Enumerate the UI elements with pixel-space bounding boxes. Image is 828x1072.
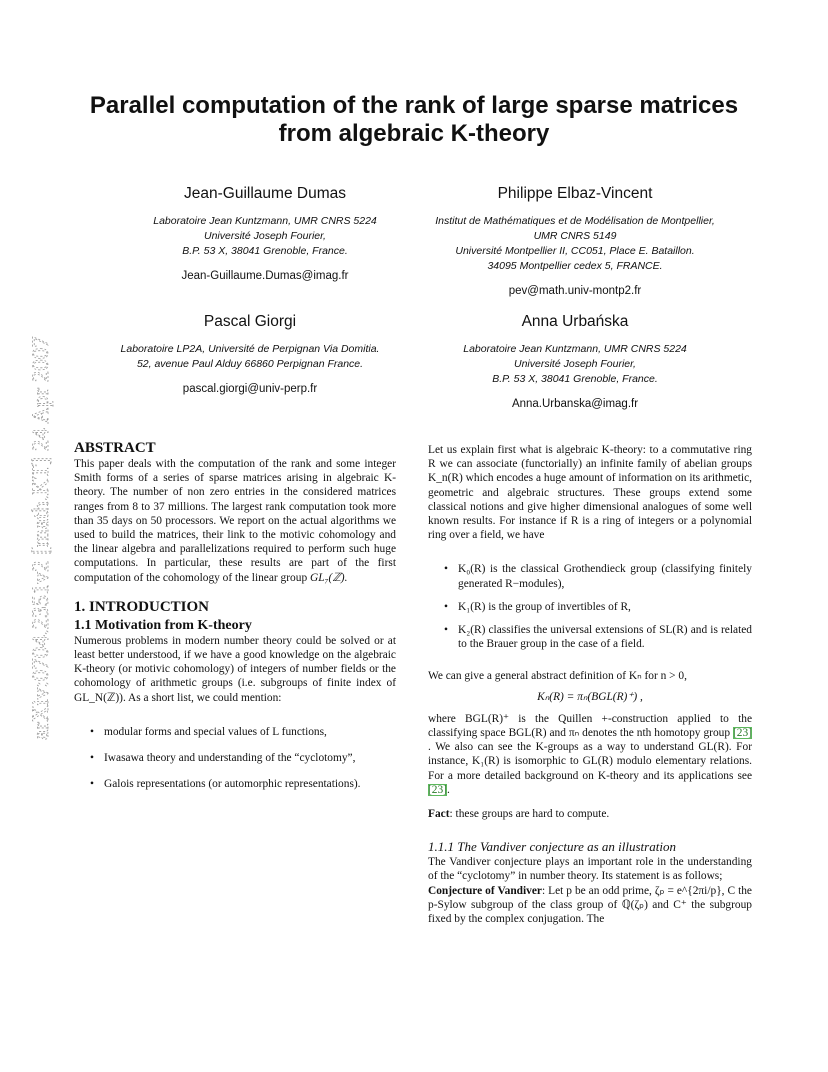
arxiv-stamp [8, 240, 60, 740]
author-block-1 [100, 184, 430, 284]
author-name: Philippe Elbaz-Vincent [497, 185, 653, 202]
aff-line: Institut de Mathématiques et de Modélisation de Montpellier, [435, 215, 715, 227]
text-span: . [446, 783, 450, 796]
aff-line: B.P. 53 X, 38041 Grenoble, France. [492, 373, 658, 385]
author-block-2 [410, 184, 740, 299]
paper-title [60, 92, 768, 148]
subsubsection-heading: 1.1.1 The Vandiver conjecture as an illustration [428, 839, 676, 855]
definition-paragraph: We can give a general abstract definition of Kₙ for n > 0, [428, 670, 687, 683]
list-item: • K₀(R) is the classical Grothendieck group (classifying finitely generated R−modules), [428, 562, 752, 590]
author-email[interactable]: pev@math.univ-montp2.fr [508, 285, 642, 297]
author-affiliation [100, 214, 430, 259]
conjecture-label: Conjecture of Vandiver [428, 884, 542, 897]
text-span: . We also can see the K-groups as a way to understand GL(R). For instance, K₁(R) is isomorphic to GL(R) modulo elementary relations. For a more detailed background on K-theory and its applications see [428, 741, 752, 782]
list-item: • K₂(R) classifies the universal extensions of SL(R) and is related to the Brauer group in the case of a field. [428, 623, 752, 651]
author-name: Anna Urbańska [521, 313, 629, 330]
homotopy-paragraph [428, 712, 752, 797]
conjecture-paragraph [428, 884, 752, 927]
list-item: • modular forms and special values of L functions, [74, 725, 396, 739]
author-email[interactable]: pascal.giorgi@univ-perp.fr [182, 383, 318, 395]
aff-line: B.P. 53 X, 38041 Grenoble, France. [182, 245, 348, 257]
section-heading: 1. INTRODUCTION [74, 598, 210, 615]
arxiv-id: arXiv:0704.2351v2 [math.KT] 24 Apr 2007 [28, 336, 53, 740]
aff-line: Laboratoire LP2A, Université de Perpignan Via Domitia. [120, 343, 380, 355]
right-column [428, 443, 752, 926]
abstract-end: GL₇(ℤ). [310, 571, 348, 584]
aff-line: Laboratoire Jean Kuntzmann, UMR CNRS 5224 [463, 343, 687, 355]
author-name: Pascal Giorgi [203, 313, 297, 330]
aff-line: Université Montpellier II, CC051, Place E. Bataillon. [455, 245, 695, 257]
aff-line: Université Joseph Fourier, [514, 358, 636, 370]
k-theory-paragraph: Let us explain first what is algebraic K-theory: to a commutative ring R we can associate (functorially) an infinite family of abelian groups K_n(R) which encodes a huge amount of information on its arithmetic, geometric and algebraic structures. These groups extend some classical notions and give higher dimensional analogues of some well known results. For instance if R is a ring of integers or a polynomial ring over a field, we have [428, 444, 752, 542]
abstract-text [74, 457, 396, 585]
intro-list [74, 725, 396, 792]
list-item: • K₁(R) is the group of invertibles of R, [428, 600, 752, 614]
title-line-2: from algebraic K-theory [278, 120, 550, 147]
citation-link[interactable]: [23] [428, 783, 447, 796]
fact-paragraph [428, 807, 752, 821]
abstract-heading: ABSTRACT [74, 440, 156, 456]
text-span: where BGL(R)⁺ is the Quillen +-construction applied to the classifying space BGL(R) and πₙ denotes the nth homotopy group [428, 712, 752, 740]
citation-link[interactable]: [23] [733, 727, 752, 740]
author-affiliation [410, 342, 740, 387]
subsection-heading: 1.1 Motivation from K-theory [74, 617, 252, 633]
left-column [74, 440, 396, 791]
equation: Kₙ(R) = πₙ(BGL(R)⁺) , [537, 690, 643, 703]
aff-line: Université Joseph Fourier, [204, 230, 326, 242]
list-item: • Galois representations (or automorphic representations). [74, 777, 396, 791]
author-name: Jean-Guillaume Dumas [184, 185, 346, 202]
author-block-3 [85, 312, 415, 397]
aff-line: UMR CNRS 5149 [533, 230, 617, 242]
author-affiliation [85, 342, 415, 372]
k-groups-list [428, 562, 752, 651]
author-affiliation [410, 214, 740, 274]
list-item: • Iwasawa theory and understanding of the “cyclotomy”, [74, 751, 396, 765]
intro-paragraph: Numerous problems in modern number theory could be solved or at least better understood, if we have a good knowledge on the algebraic K-theory (or motivic cohomology) of integers of number fields or the cohomology of arithmetic groups (i.e. subgroups of finite index of GL_N(ℤ)). As a short list, we could mention: [74, 634, 396, 704]
vandiver-paragraph: The Vandiver conjecture plays an important role in the understanding of the “cyclotomy” in number theory. Its statement is as follows; [428, 856, 752, 883]
author-email[interactable]: Anna.Urbanska@imag.fr [511, 398, 639, 410]
title-line-1: Parallel computation of the rank of large sparse matrices [89, 92, 739, 119]
aff-line: 52, avenue Paul Alduy 66860 Perpignan France. [136, 358, 364, 370]
conjecture-text: : Let p be an odd prime, ζₚ = e^{2πi/p}, C the p-Sylow subgroup of the class group of ℚ(ζₚ) and C⁺ the subgroup fixed by the complex conjugation. The [428, 884, 752, 926]
aff-line: Laboratoire Jean Kuntzmann, UMR CNRS 5224 [153, 215, 377, 227]
author-block-4 [410, 312, 740, 412]
fact-label: Fact [428, 808, 450, 821]
fact-text: : these groups are hard to compute. [449, 808, 610, 821]
aff-line: 34095 Montpellier cedex 5, FRANCE. [487, 260, 663, 272]
author-email[interactable]: Jean-Guillaume.Dumas@imag.fr [181, 270, 349, 282]
abstract-body: This paper deals with the computation of the rank and some integer Smith forms of a series of sparse matrices arising in algebraic K-theory. The number of non zero entries in the considered matrices ranges from 8 to 37 millions. The largest rank computation took more than 35 days on 50 processors. We report on the actual algorithms we used to build the matrices, their link to the motivic cohomology and the linear algebra and parallelizations required to perform such huge computations. In particular, these results are part of the first computation of the cohomology of the linear group [74, 458, 396, 584]
